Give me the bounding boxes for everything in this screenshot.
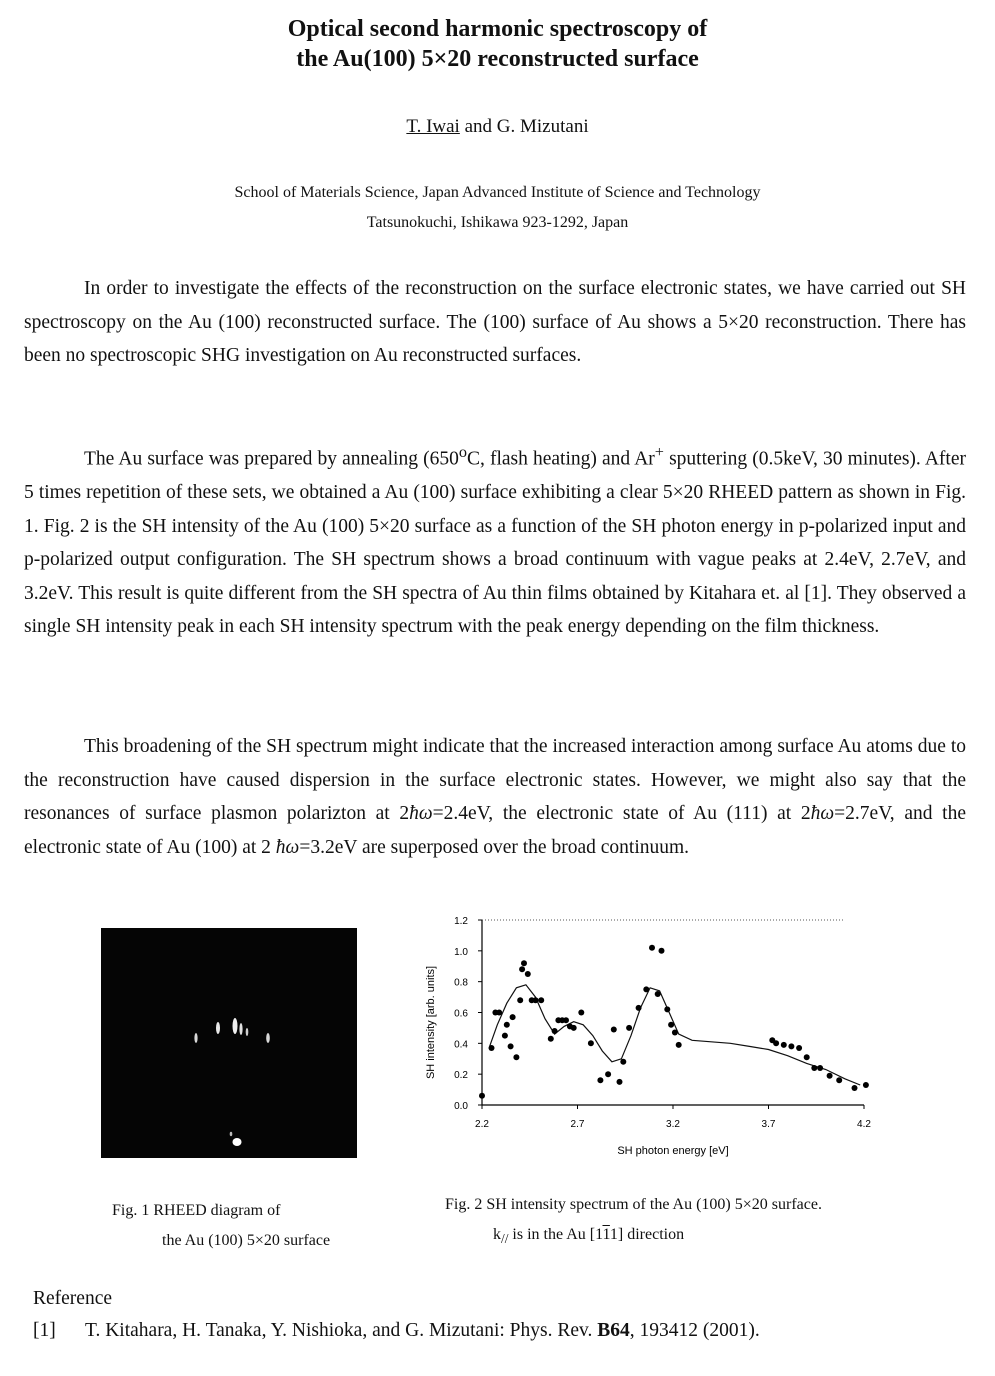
reference-volume: B64 xyxy=(597,1320,630,1341)
data-point xyxy=(538,997,544,1003)
data-point xyxy=(513,1054,519,1060)
data-point xyxy=(571,1025,577,1031)
degree-sup: o xyxy=(458,443,467,461)
data-point xyxy=(521,960,527,966)
data-point xyxy=(836,1077,842,1083)
data-point xyxy=(611,1027,617,1033)
x-tick-label: 3.2 xyxy=(666,1119,680,1130)
data-point xyxy=(811,1065,817,1071)
x-tick-label: 2.7 xyxy=(570,1119,585,1130)
data-point xyxy=(781,1042,787,1048)
data-point xyxy=(852,1085,858,1091)
y-tick-label: 1.2 xyxy=(454,916,468,927)
data-point xyxy=(804,1054,810,1060)
hbar-omega-3: ħω xyxy=(275,836,300,858)
data-point xyxy=(664,1006,670,1012)
y-tick-label: 0.0 xyxy=(454,1101,468,1112)
fig2-caption-line-2 xyxy=(445,1220,822,1254)
p2-text-a: The Au surface was prepared by annealing (650 xyxy=(84,448,459,470)
p3-text-b: =2.4eV, the electronic state of Au (111) at 2 xyxy=(432,803,811,824)
data-point xyxy=(552,1028,558,1034)
reference-heading: Reference xyxy=(33,1288,113,1309)
data-point xyxy=(563,1017,569,1023)
title-line-2: the Au(100) 5×20 reconstructed surface xyxy=(296,46,699,72)
y-axis-label: SH intensity [arb. units] xyxy=(425,965,437,1080)
reference-text-a: T. Kitahara, H. Tanaka, Y. Nishioka, and G. Mizutani: Phys. Rev. xyxy=(85,1320,598,1341)
data-point xyxy=(517,997,523,1003)
data-point xyxy=(617,1079,623,1085)
affiliation-line-2: Tatsunokuchi, Ishikawa 923-1292, Japan xyxy=(366,214,629,231)
fig2-caption-text-b: is in the Au [1 xyxy=(508,1226,603,1243)
data-point xyxy=(668,1022,674,1028)
data-point xyxy=(502,1033,508,1039)
data-point xyxy=(827,1073,833,1079)
data-point xyxy=(496,1010,502,1016)
data-point xyxy=(533,997,539,1003)
data-point xyxy=(655,991,661,997)
y-tick-label: 1.0 xyxy=(454,946,468,958)
data-point xyxy=(479,1093,485,1099)
data-point xyxy=(796,1045,802,1051)
data-point xyxy=(525,971,531,977)
paper-title xyxy=(0,14,995,74)
data-point xyxy=(773,1040,779,1046)
y-tick-label: 0.2 xyxy=(454,1070,468,1082)
presenting-author: T. Iwai xyxy=(406,116,460,137)
data-point xyxy=(519,966,525,972)
figure-2-caption xyxy=(445,1190,822,1254)
data-point xyxy=(620,1059,626,1065)
data-point xyxy=(588,1040,594,1046)
data-point xyxy=(863,1082,869,1088)
y-tick-label: 0.8 xyxy=(454,977,468,989)
y-tick-label: 0.4 xyxy=(454,1039,468,1051)
paragraph-3 xyxy=(24,730,966,864)
x-axis-label: SH photon energy [eV] xyxy=(617,1145,729,1157)
data-point xyxy=(489,1045,495,1051)
p2-text-c: sputtering (0.5keV, 30 minutes). After 5 times repetition of these sets, we obtained a Au (100) surface exhibiting a clear 5×20 RHEED pattern as shown in Fig. 1. Fig. 2 is the SH intensity of the Au (100) 5×20 surface as a function of the SH photon energy in p-polarized input and p-polarized output configuration. The SH spectrum shows a broad continuum with vague peaks at 2.4eV, 2.7eV, and 3.2eV. This result is quite different from the SH spectra of Au thin films obtained by Kitahara et. al [1]. They observed a single SH intensity peak in each SH intensity spectrum with the peak energy depending on the film thickness. xyxy=(24,448,966,637)
data-point xyxy=(597,1077,603,1083)
overlined-index: 1 xyxy=(602,1226,610,1243)
data-point xyxy=(508,1043,514,1049)
data-point xyxy=(817,1065,823,1071)
data-point xyxy=(788,1043,794,1049)
data-point xyxy=(636,1005,642,1011)
x-tick-label: 3.7 xyxy=(761,1119,776,1130)
k-symbol: k xyxy=(493,1226,501,1243)
rheed-pattern xyxy=(101,928,357,1158)
x-tick-label: 4.2 xyxy=(857,1119,871,1130)
p3-text-c: =2.7eV, and the electronic state of Au (100) at 2 xyxy=(24,803,966,858)
fig2-caption-line-1: Fig. 2 SH intensity spectrum of the Au (100) 5×20 surface. xyxy=(445,1196,822,1213)
data-point xyxy=(643,986,649,992)
fig1-caption-line-2: the Au (100) 5×20 surface xyxy=(162,1232,331,1249)
p2-text-b: C, flash heating) and Ar xyxy=(466,448,655,470)
fig2-caption-text-c: 1] direction xyxy=(609,1226,685,1243)
data-point xyxy=(672,1030,678,1036)
reference-number: [1] xyxy=(33,1320,56,1341)
sh-intensity-chart xyxy=(412,908,882,1163)
affiliation xyxy=(0,178,995,238)
data-point xyxy=(578,1010,584,1016)
hbar-omega-2: ħω xyxy=(810,803,835,824)
p3-text-a: This broadening of the SH spectrum might indicate that the increased interaction among surface Au atoms due to the reconstruction have caused dispersion in the surface electronic states. However, we might also say that the resonances of surface plasmon polarizton at 2 xyxy=(24,736,966,824)
data-point xyxy=(676,1042,682,1048)
affiliation-line-1: School of Materials Science, Japan Advanced Institute of Science and Technology xyxy=(234,184,761,201)
reference-item-1 xyxy=(33,1318,760,1344)
fig1-caption-line-1: Fig. 1 RHEED diagram of xyxy=(112,1202,281,1219)
p3-text-d: =3.2eV are superposed over the broad continuum. xyxy=(299,836,690,858)
data-point xyxy=(626,1025,632,1031)
paragraph-1: In order to investigate the effects of the reconstruction on the surface electronic states, we have carried out SH spectroscopy on the Au (100) reconstructed surface. The (100) surface of Au shows a 5×20 reconstruction. There has been no spectroscopic SHG investigation on Au reconstructed surfaces. xyxy=(24,278,966,366)
data-point xyxy=(510,1014,516,1020)
rheed-image xyxy=(101,928,357,1158)
paragraph-2 xyxy=(24,436,966,644)
parallel-sub: // xyxy=(501,1231,509,1247)
plus-sup: + xyxy=(654,443,664,461)
reference-text-b: , 193412 (2001). xyxy=(629,1320,760,1341)
data-point xyxy=(605,1071,611,1077)
data-point xyxy=(649,945,655,951)
data-point xyxy=(659,948,665,954)
y-tick-label: 0.6 xyxy=(454,1008,468,1020)
hbar-omega-1: ħω xyxy=(409,803,433,824)
data-point xyxy=(548,1036,554,1042)
figure-1-caption xyxy=(112,1196,330,1256)
chart-svg xyxy=(412,908,882,1163)
co-authors: and G. Mizutani xyxy=(459,116,589,137)
author-list xyxy=(0,116,995,138)
data-point xyxy=(504,1022,510,1028)
x-tick-label: 2.2 xyxy=(475,1119,489,1130)
title-line-1: Optical second harmonic spectroscopy of xyxy=(287,16,708,42)
